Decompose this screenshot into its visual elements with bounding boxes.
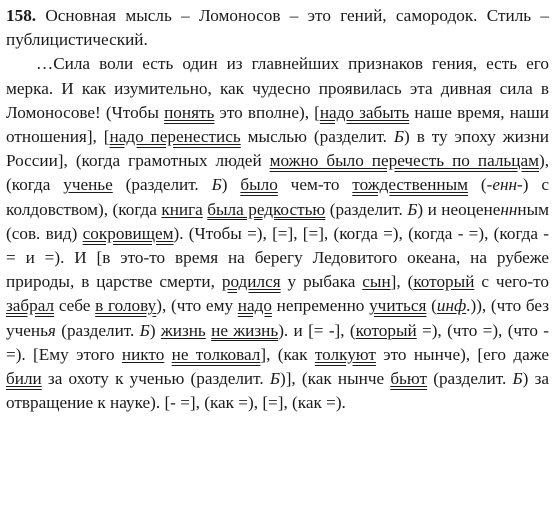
text-run: ], (как [260, 344, 315, 364]
predicate-word: надо [237, 296, 272, 316]
text-run: наше время, наши отношения], [ [6, 102, 549, 147]
predicate-word: сокровищем [82, 223, 174, 243]
task-heading [6, 4, 549, 52]
predicate-word: в голову [95, 296, 157, 316]
predicate-word: забрал [6, 296, 55, 316]
text-run [164, 345, 171, 364]
text-run: -) с колдовством), (когда [6, 175, 549, 219]
text-run: .)), (что без учень [6, 296, 550, 340]
predicate-word: тождественным [352, 175, 469, 195]
subject-word: который [355, 320, 417, 340]
text-run: непременно [271, 296, 370, 316]
subject-word: который [413, 272, 475, 292]
text-run: ) в ту эпоху жизни России], (когда грамотных людей [6, 127, 549, 171]
text-run: ) за отвращение к науке). [- =], (как =), [=], (как =). [6, 369, 549, 413]
predicate-word: учиться [369, 296, 427, 316]
task-number: 158. [6, 6, 37, 25]
italic-note: я [47, 320, 56, 340]
predicate-word: надо забыть [319, 102, 410, 122]
italic-note: нн [500, 199, 518, 219]
text-run: (разделит. [427, 369, 513, 389]
predicate-word: можно было перечесть по пальцам [269, 151, 539, 171]
text-run: это нынче), [его даже [375, 344, 549, 364]
body-paragraph [6, 52, 549, 415]
subject-word: жизнь [160, 320, 206, 340]
subject-word: инф [436, 296, 467, 316]
text-run: =), (что =), (что - =). [Ему этого [6, 320, 549, 364]
text-run: ), (когда [6, 151, 549, 195]
italic-note: Б [211, 175, 222, 195]
subject-word: сын [362, 272, 391, 292]
text-run: чем-то [277, 175, 353, 195]
predicate-word: били [6, 369, 42, 389]
predicate-word: надо перенестись [109, 127, 241, 147]
text-run: ) и неоцене [417, 199, 501, 219]
italic-note: Б [393, 127, 405, 147]
subject-word: ученье [63, 175, 113, 195]
italic-note: Б [269, 369, 280, 389]
text-run: ) [221, 175, 241, 195]
text-run: ным (сов. вид) [6, 199, 550, 243]
text-run: ), (что ему [156, 296, 238, 316]
italic-note: Б [139, 320, 150, 340]
predicate-word: не жизнь [211, 320, 279, 340]
text-run: у рыбака [280, 272, 363, 292]
text-run: с чего-то [474, 272, 549, 292]
predicate-word: родился [221, 272, 281, 292]
text-run: мыслью (разделит. [240, 127, 394, 147]
predicate-word: понять [164, 102, 215, 122]
text-run: себе [54, 296, 96, 316]
italic-note: Б [512, 369, 523, 389]
text-run: ], ( [390, 272, 414, 292]
subject-word: книга [161, 199, 203, 219]
predicate-word: была редкостью [207, 199, 326, 219]
text-run: ). (Чтобы =), [=], [=], (когда =), (когда - =), (когда - = и =). И [в это-то время на берегу Ледовитого океана, на рубеже природы, в царстве смерти, [6, 223, 549, 292]
text-run: )], (как нынче [279, 369, 391, 389]
text-run: ( [426, 296, 437, 316]
predicate-word: толкуют [314, 344, 376, 364]
text-run: (разделит. [325, 199, 408, 219]
text-run: ). и [= -], ( [278, 320, 356, 340]
text-run: ) [149, 320, 161, 340]
subject-word: никто [121, 344, 165, 364]
text-run: за охоту к ученью (разделит. [41, 369, 270, 389]
task-heading-text: Основная мысль – Ломоносов – это гений, самородок. Стиль – публицистический. [6, 6, 549, 50]
text-run: …Сила воли есть один из главнейших признаков гения, есть его мерка. И как изумительно, как чудесно проявилась эта дивная сила в Ломоносове! (Чтобы [6, 54, 549, 122]
text-run: это вполне), [ [214, 102, 320, 122]
predicate-word: было [240, 175, 278, 195]
text-run: (разделит. [55, 320, 140, 340]
italic-note: енн [492, 175, 518, 195]
predicate-word: бьют [390, 369, 428, 389]
predicate-word: не толковал [171, 344, 261, 364]
italic-note: Б [407, 199, 418, 219]
text-run: (- [468, 175, 493, 195]
text-run: (разделит. [112, 175, 212, 195]
